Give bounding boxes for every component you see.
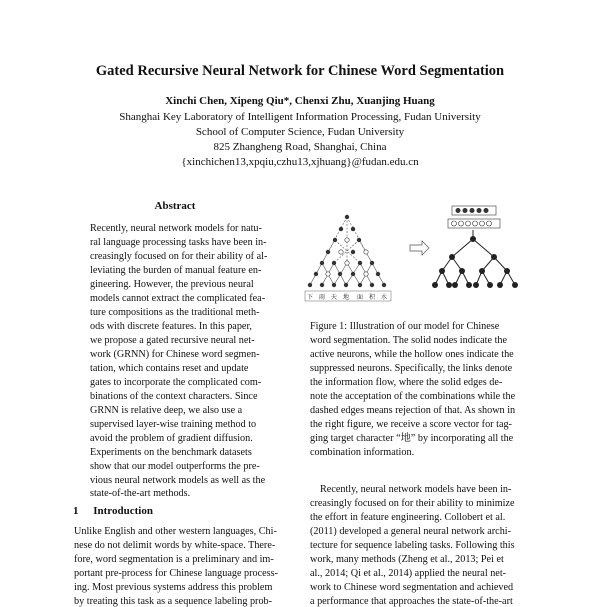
- abstract-line: we propose a gated recursive neural net-: [90, 335, 255, 346]
- input-char: 地: [343, 294, 350, 301]
- pyramid-network: [310, 217, 384, 285]
- abstract-line: supervised layer-wise training method to: [90, 419, 257, 430]
- abstract-line: Recently, neural network models for natu-: [90, 223, 262, 234]
- input-char: 面: [357, 294, 364, 301]
- abstract-line: leviating the burden of manual feature en-: [90, 265, 262, 276]
- affiliation-line: School of Computer Science, Fudan University: [195, 126, 405, 138]
- score-vector: [448, 206, 500, 228]
- abstract-line: show that our model outperforms the pre-: [90, 461, 260, 472]
- abstract-line: ture compositions as the traditional meth-: [90, 307, 260, 318]
- abstract-line: avoid the problem of gradient diffusion.: [90, 433, 253, 444]
- caption-line: active neurons, while the hollow ones indicate the: [310, 349, 514, 360]
- abstract-line: tation, which contains reset and update: [90, 363, 249, 374]
- abstract-line: binations of the context characters. Since: [90, 391, 258, 402]
- affiliation-email: {xinchichen13,xpqiu,czhu13,xjhuang}@fudan.edu.cn: [181, 156, 419, 168]
- input-char: 下: [307, 294, 314, 301]
- input-char: 天: [331, 294, 338, 301]
- abstract-line: models cannot extract the complicated fea-: [90, 293, 266, 304]
- caption-line: dashed edges means rejection of that. As shown in: [310, 405, 516, 416]
- body-line: by treating this task as a sequence labeling prob-: [74, 596, 273, 607]
- body-line: a performance that approaches the state-of-the-art: [310, 596, 513, 607]
- tree-nodes: [432, 236, 518, 288]
- input-char: 水: [381, 294, 388, 301]
- input-char: 积: [369, 294, 376, 301]
- caption-line: ging target character “地” by incorporating all the: [310, 433, 514, 444]
- input-character-row: [305, 291, 391, 301]
- body-line: Recently, neural network models have been in-: [320, 484, 512, 495]
- input-char: 雨: [319, 294, 326, 301]
- abstract-line: creasingly focused on for their ability of al-: [90, 251, 268, 262]
- body-line: fore, word segmentation is a preliminary and im-: [74, 554, 274, 565]
- abstract-line: state-of-the-art methods.: [90, 488, 191, 499]
- caption-line: the right figure, we receive a score vector for tag-: [310, 419, 512, 430]
- body-line: work, many methods (Zheng et al., 2013; Pei et: [310, 554, 504, 565]
- abstract-line: vious neural network models as well as the: [90, 475, 266, 486]
- section-heading: [73, 505, 153, 517]
- body-line: portant pre-process for Chinese language process-: [74, 568, 278, 579]
- affiliation-line: Shanghai Key Laboratory of Intelligent Information Processing, Fudan University: [119, 111, 481, 123]
- body-line: nese do not delimit words by white-space. There-: [74, 540, 276, 551]
- section-number: 1: [73, 505, 79, 517]
- arrow-icon: [410, 241, 429, 255]
- caption-line: Figure 1: Illustration of our model for Chinese: [310, 321, 500, 332]
- body-line: the effort in feature engineering. Collobert et al.: [310, 512, 506, 523]
- abstract-line: Experiments on the benchmark datasets: [90, 447, 252, 458]
- caption-line: combination information.: [310, 447, 415, 458]
- caption-line: note the acceptation of the combinations while the: [310, 391, 516, 402]
- body-line: Unlike English and other western languages, Chi-: [74, 526, 277, 537]
- figure-illustration: [302, 205, 552, 313]
- body-line: work to Chinese word segmentation and achieved: [310, 582, 514, 593]
- body-line: al., 2014; Qi et al., 2014) applied the neural net-: [310, 568, 507, 579]
- body-line: ing. Most previous systems address this problem: [74, 582, 273, 593]
- body-line: tecture for sequence labeling tasks. Following this: [310, 540, 515, 551]
- abstract-line: gates to incorporate the complicated com-: [90, 377, 262, 388]
- author-list: Xinchi Chen, Xipeng Qiu*, Chenxi Zhu, Xuanjing Huang: [165, 95, 435, 107]
- body-line: (2011) developed a general neural network archi-: [310, 526, 512, 537]
- abstract-heading: Abstract: [154, 200, 196, 212]
- abstract-line: gineering. However, the previous neural: [90, 279, 254, 290]
- caption-line: the information flow, where the solid edges de-: [310, 377, 503, 388]
- abstract-line: ods with discrete features. In this paper,: [90, 321, 252, 332]
- abstract-line: work (GRNN) for Chinese word segmen-: [90, 349, 260, 360]
- caption-line: suppressed neurons. Specifically, the links denote: [310, 363, 513, 374]
- section-title: Introduction: [93, 505, 153, 517]
- paper-title: Gated Recursive Neural Network for Chinese Word Segmentation: [95, 63, 505, 79]
- abstract-line: ral language processing tasks have been in-: [90, 237, 267, 248]
- caption-line: word segmentation. The solid nodes indicate the: [310, 335, 508, 346]
- affiliation-line: 825 Zhangheng Road, Shanghai, China: [213, 141, 387, 153]
- body-line: creasingly focused on for their ability to minimize: [310, 498, 515, 509]
- abstract-line: GRNN is relative deep, we also use a: [90, 405, 243, 416]
